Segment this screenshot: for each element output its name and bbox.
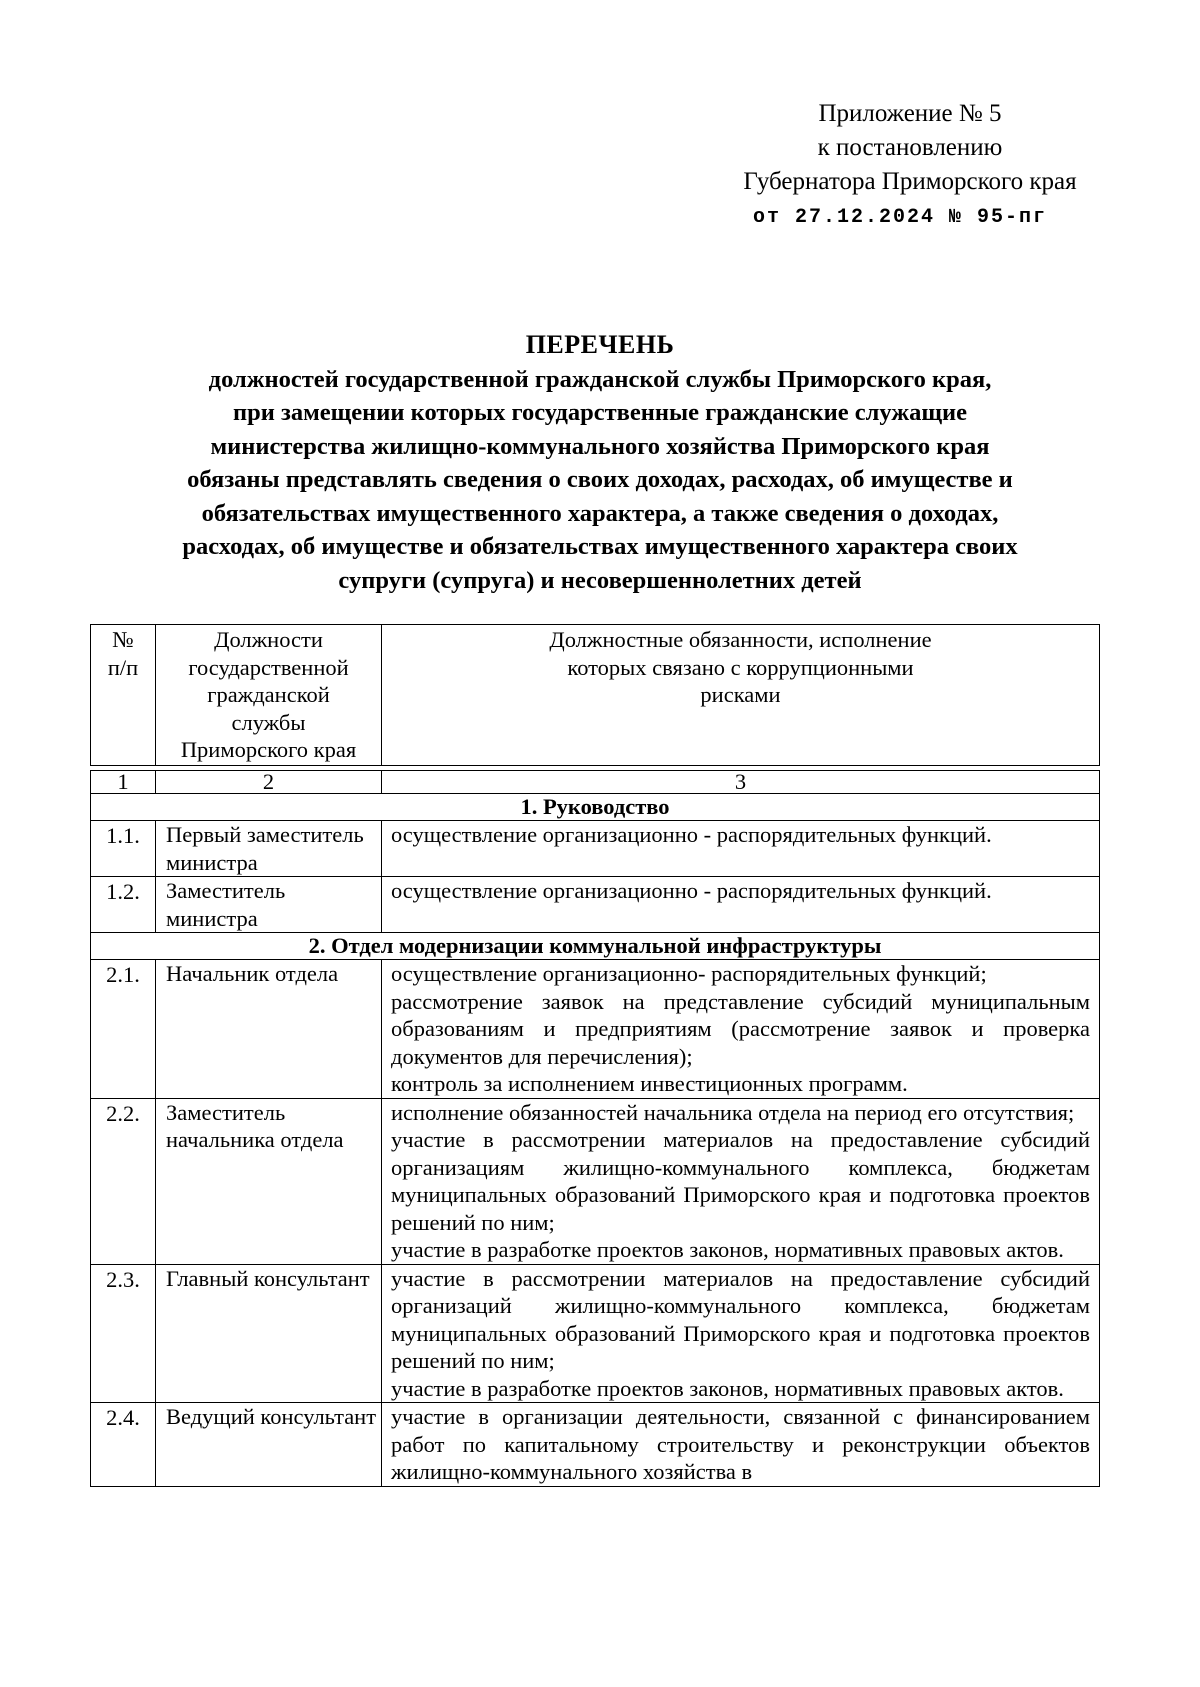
- row-number: 2.2.: [91, 1098, 156, 1264]
- row-duties: [382, 877, 1100, 933]
- heading-line: должностей государственной гражданской службы Приморского края,: [208, 365, 992, 393]
- row-number: 1.1.: [91, 821, 156, 877]
- heading-line: обязаны представлять сведения о своих доходах, расходах, об имуществе и: [187, 466, 1013, 493]
- row-position: Заместитель министра: [156, 877, 382, 933]
- column-number: 3: [382, 771, 1100, 794]
- table-row: [91, 1098, 1100, 1264]
- duty-line: участие в рассмотрении материалов на предоставление субсидий организаций жилищно-коммунального комплекса, бюджетам муниципальных образований Приморского края и подготовка проектов решений по ним;: [391, 1265, 1090, 1373]
- row-number: 2.4.: [91, 1403, 156, 1487]
- resolution-number: от 27.12.2024 № 95-пг: [752, 206, 1048, 229]
- row-position: Начальник отдела: [156, 960, 382, 1099]
- row-duties: [382, 1098, 1100, 1264]
- appendix-line-1: Приложение № 5: [818, 100, 1002, 127]
- table-row: [91, 821, 1100, 877]
- row-position: Ведущий консультант: [156, 1403, 382, 1487]
- row-duties: [382, 821, 1100, 877]
- appendix-line-3: Губернатора Приморского края: [743, 168, 1077, 195]
- column-number: 2: [156, 771, 382, 794]
- header-col-duties: Должностные обязанности, исполнение которых связано с коррупционными рисками: [382, 625, 1100, 766]
- header-col-position: Должности государственной гражданской службы Приморского края: [156, 625, 382, 766]
- header-col-number: № п/п: [91, 625, 156, 766]
- row-position: Первый заместитель министра: [156, 821, 382, 877]
- duty-line: контроль за исполнением инвестиционных программ.: [391, 1071, 908, 1096]
- duty-line: осуществление организационно - распорядительных функций.: [391, 822, 992, 847]
- section-title: 1. Руководство: [91, 794, 1100, 821]
- row-position: Главный консультант: [156, 1264, 382, 1403]
- header-table: [90, 624, 1100, 766]
- column-number-row: [91, 771, 1100, 794]
- section-row: [91, 933, 1100, 960]
- document-title: ПЕРЕЧЕНЬ: [525, 330, 675, 359]
- heading-line: министерства жилищно-коммунального хозяйства Приморского края: [210, 432, 990, 460]
- document-heading: [100, 328, 1100, 597]
- table-row: [91, 1403, 1100, 1487]
- duty-line: исполнение обязанностей начальника отдела на период его отсутствия;: [391, 1099, 1075, 1125]
- column-number: 1: [91, 771, 156, 794]
- heading-line: расходах, об имуществе и обязательствах имущественного характера своих: [182, 533, 1018, 560]
- row-duties: [382, 1403, 1100, 1487]
- heading-line: обязательствах имущественного характера, а также сведения о доходах,: [201, 499, 999, 527]
- row-position: Заместитель начальника отдела: [156, 1098, 382, 1264]
- row-duties: [382, 1264, 1100, 1403]
- row-number: 2.1.: [91, 960, 156, 1099]
- appendix-note: [690, 97, 1130, 235]
- section-row: [91, 794, 1100, 821]
- row-duties: [382, 960, 1100, 1099]
- row-number: 1.2.: [91, 877, 156, 933]
- duty-line: участие в разработке проектов законов, нормативных правовых актов.: [391, 1237, 1064, 1262]
- duty-line: участие в рассмотрении материалов на предоставление субсидий организациям жилищно-коммунального комплекса, бюджетам муниципальных образований Приморского края и подготовка проектов решений по ним;: [391, 1127, 1090, 1235]
- table-row: [91, 960, 1100, 1099]
- table-row: [91, 877, 1100, 933]
- header-row: [91, 625, 1100, 766]
- duty-line: осуществление организационно - распорядительных функций.: [391, 878, 992, 903]
- heading-line: супруги (супруга) и несовершеннолетних детей: [338, 566, 862, 594]
- heading-line: при замещении которых государственные гражданские служащие: [232, 399, 968, 426]
- section-title: 2. Отдел модернизации коммунальной инфраструктуры: [91, 933, 1100, 960]
- row-number: 2.3.: [91, 1264, 156, 1403]
- duty-line: участие в разработке проектов законов, нормативных правовых актов.: [391, 1375, 1064, 1401]
- duty-line: участие в организации деятельности, связанной с финансированием работ по капитальному строительству и реконструкции объектов жилищно-коммунального хозяйства в: [391, 1404, 1090, 1484]
- positions-table: [90, 770, 1100, 1487]
- duty-line: рассмотрение заявок на представление субсидий муниципальным образованиям и предприятиям (рассмотрение заявок и проверка документов для перечисления);: [391, 988, 1090, 1069]
- table-row: [91, 1264, 1100, 1403]
- appendix-line-2: к постановлению: [817, 134, 1003, 161]
- duty-line: осуществление организационно- распорядительных функций;: [391, 961, 987, 986]
